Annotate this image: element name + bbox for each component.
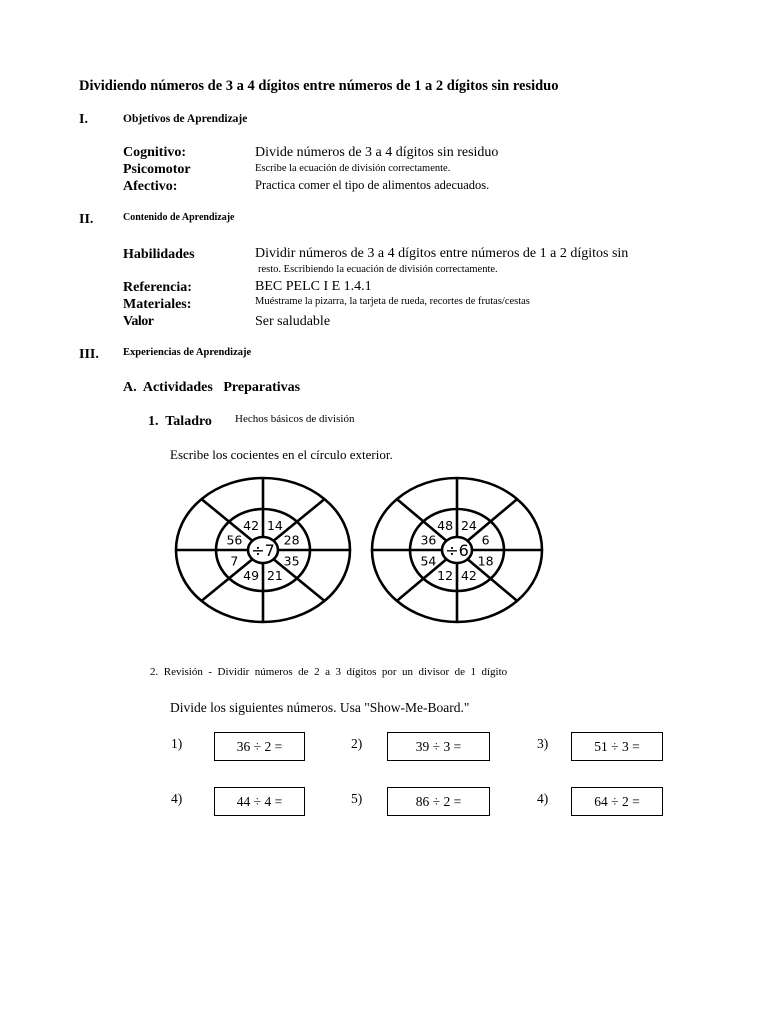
problem-5-box: 86 ÷ 2 = xyxy=(387,787,490,816)
wheel-number: 42 xyxy=(243,518,260,534)
wheel-number: 6 xyxy=(481,532,490,548)
problem-1-number: 1) xyxy=(171,736,183,751)
wheel-number: 42 xyxy=(460,567,477,583)
section-1-heading: Objetivos de Aprendizaje xyxy=(123,113,248,125)
habilidades-label: Habilidades xyxy=(123,247,195,262)
item-2-label: 2. Revisión - Dividir números de 2 a 3 dígitos por un divisor de 1 dígito xyxy=(150,666,508,678)
wheel-number: 24 xyxy=(460,518,477,534)
item-1-label: 1. Taladro xyxy=(148,414,212,429)
cognitivo-label: Cognitivo: xyxy=(123,145,186,160)
problem-4-box: 44 ÷ 4 = xyxy=(214,787,305,816)
problem-4-number: 4) xyxy=(171,791,183,806)
problem-3-box: 51 ÷ 3 = xyxy=(571,732,663,761)
wheel-number: 28 xyxy=(283,532,300,548)
wheel-number: 56 xyxy=(226,532,243,548)
wheel-number: 21 xyxy=(266,567,283,583)
wheel-number: 36 xyxy=(420,532,437,548)
referencia-value: BEC PELC I E 1.4.1 xyxy=(255,279,372,294)
division-wheel-7 xyxy=(176,478,350,622)
wheel-number: 14 xyxy=(266,518,283,534)
division-wheel-6 xyxy=(372,478,542,622)
problem-2-box: 39 ÷ 3 = xyxy=(387,732,490,761)
page-title: Dividiendo números de 3 a 4 dígitos entre números de 1 a 2 dígitos sin residuo xyxy=(79,78,559,94)
problem-3-number: 3) xyxy=(537,736,549,751)
section-3-heading: Experiencias de Aprendizaje xyxy=(123,347,252,358)
section-2-heading: Contenido de Aprendizaje xyxy=(123,212,235,223)
materiales-label: Materiales: xyxy=(123,297,192,312)
wheel-number: 48 xyxy=(437,518,454,534)
section-1-numeral: I. xyxy=(79,112,88,127)
habilidades-value-2: resto. Escribiendo la ecuación de división correctamente. xyxy=(258,264,498,275)
wheel-number: 12 xyxy=(437,567,454,583)
wheel-number: 49 xyxy=(243,567,260,583)
wheel-number: 35 xyxy=(283,553,300,569)
afectivo-value: Practica comer el tipo de alimentos adecuados. xyxy=(255,178,490,192)
problem-5-number: 5) xyxy=(351,791,363,806)
subsection-a: A. Actividades Preparativas xyxy=(123,380,301,395)
referencia-label: Referencia: xyxy=(123,280,192,295)
psicomotor-label: Psicomotor xyxy=(123,162,191,177)
section-2-numeral: II. xyxy=(79,212,94,227)
problem-6-number: 4) xyxy=(537,791,549,806)
materiales-value: Muéstrame la pizarra, la tarjeta de rueda, recortes de frutas/cestas xyxy=(255,296,530,307)
afectivo-label: Afectivo: xyxy=(123,179,178,194)
problem-2-number: 2) xyxy=(351,736,363,751)
psicomotor-value: Escribe la ecuación de división correctamente. xyxy=(255,163,451,174)
wheel-number: 18 xyxy=(477,553,494,569)
problem-1-box: 36 ÷ 2 = xyxy=(214,732,305,761)
valor-label: Valor xyxy=(123,314,154,329)
valor-value: Ser saludable xyxy=(255,314,331,329)
wheel-number: 54 xyxy=(420,553,437,569)
habilidades-value-1: Dividir números de 3 a 4 dígitos entre números de 1 a 2 dígitos sin xyxy=(255,246,629,261)
problem-6-box: 64 ÷ 2 = xyxy=(571,787,663,816)
section-3-numeral: III. xyxy=(79,347,99,362)
wheel-number: 7 xyxy=(230,553,239,569)
cognitivo-value: Divide números de 3 a 4 dígitos sin residuo xyxy=(255,145,499,160)
item-1-note: Hechos básicos de división xyxy=(235,413,355,425)
instruction-2: Divide los siguientes números. Usa "Show-Me-Board." xyxy=(170,700,470,715)
instruction-1: Escribe los cocientes en el círculo exterior. xyxy=(170,447,393,462)
wheel-center-label: ÷7 xyxy=(251,541,275,560)
wheel-center-label: ÷6 xyxy=(445,541,469,560)
